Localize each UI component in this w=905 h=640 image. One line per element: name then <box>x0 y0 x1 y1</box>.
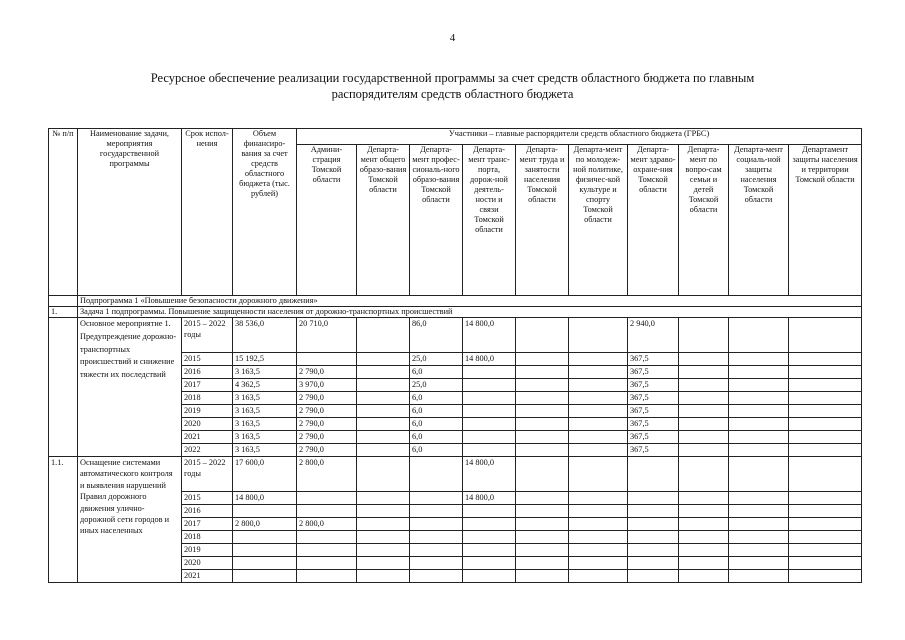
value-cell-zdrav <box>628 457 679 492</box>
value-cell-total <box>233 544 297 557</box>
value-cell-sem <box>679 505 729 518</box>
value-cell-sem <box>679 531 729 544</box>
period-cell: 2022 <box>182 444 233 457</box>
value-cell-zash <box>789 518 862 531</box>
value-cell-trud <box>516 505 569 518</box>
value-cell-soc <box>729 557 789 570</box>
value-cell-soc <box>729 518 789 531</box>
value-cell-prof <box>410 544 463 557</box>
value-cell-trans <box>463 431 516 444</box>
value-cell-prof <box>410 557 463 570</box>
value-cell-trud <box>516 492 569 505</box>
activity-name: Основное мероприятие 1. Предупреждение дорожно-транспортных происшествий и снижение тяжести их последствий <box>78 318 182 457</box>
value-cell-soc <box>729 379 789 392</box>
header-grbs-administration: Админи-страция Томской области <box>297 145 357 296</box>
value-cell-obr <box>357 318 410 353</box>
value-cell-mol <box>569 444 628 457</box>
value-cell-trud <box>516 544 569 557</box>
value-cell-adm <box>297 557 357 570</box>
row-number <box>49 318 78 457</box>
value-cell-adm: 2 790,0 <box>297 418 357 431</box>
value-cell-trans <box>463 418 516 431</box>
task-num: 1. <box>49 307 78 318</box>
value-cell-zash <box>789 353 862 366</box>
value-cell-zash <box>789 431 862 444</box>
value-cell-soc <box>729 570 789 583</box>
value-cell-zdrav: 367,5 <box>628 353 679 366</box>
value-cell-total <box>233 531 297 544</box>
title-line-1: Ресурсное обеспечение реализации государственной программы за счет средств областного бюджета по главным <box>150 71 755 85</box>
value-cell-trans <box>463 379 516 392</box>
value-cell-obr <box>357 570 410 583</box>
value-cell-trud <box>516 557 569 570</box>
value-cell-trans: 14 800,0 <box>463 353 516 366</box>
value-cell-zash <box>789 318 862 353</box>
value-cell-obr <box>357 379 410 392</box>
period-cell: 2018 <box>182 531 233 544</box>
task-title: Задача 1 подпрограммы. Повышение защищенности населения от дорожно-транспортных происшествий <box>78 307 862 318</box>
value-cell-zash <box>789 505 862 518</box>
value-cell-mol <box>569 353 628 366</box>
value-cell-zash <box>789 444 862 457</box>
value-cell-mol <box>569 405 628 418</box>
value-cell-trans <box>463 405 516 418</box>
subprogram-title: Подпрограмма 1 «Повышение безопасности дорожного движения» <box>78 296 862 307</box>
period-cell: 2019 <box>182 544 233 557</box>
value-cell-mol <box>569 544 628 557</box>
header-period: Срок испол-нения <box>182 129 233 296</box>
value-cell-obr <box>357 457 410 492</box>
value-cell-trud <box>516 392 569 405</box>
value-cell-trud <box>516 518 569 531</box>
value-cell-soc <box>729 444 789 457</box>
value-cell-total: 3 163,5 <box>233 366 297 379</box>
value-cell-mol <box>569 505 628 518</box>
value-cell-total: 3 163,5 <box>233 405 297 418</box>
value-cell-sem <box>679 492 729 505</box>
document-title <box>100 70 805 102</box>
value-cell-zdrav <box>628 531 679 544</box>
value-cell-total: 4 362,5 <box>233 379 297 392</box>
value-cell-zdrav <box>628 518 679 531</box>
value-cell-total: 2 800,0 <box>233 518 297 531</box>
value-cell-trud <box>516 457 569 492</box>
value-cell-sem <box>679 557 729 570</box>
value-cell-trud <box>516 418 569 431</box>
value-cell-soc <box>729 353 789 366</box>
value-cell-obr <box>357 405 410 418</box>
value-cell-sem <box>679 353 729 366</box>
value-cell-prof <box>410 505 463 518</box>
value-cell-zash <box>789 457 862 492</box>
period-cell: 2020 <box>182 418 233 431</box>
value-cell-trans: 14 800,0 <box>463 457 516 492</box>
value-cell-sem <box>679 318 729 353</box>
value-cell-total: 3 163,5 <box>233 431 297 444</box>
value-cell-obr <box>357 444 410 457</box>
value-cell-trans <box>463 531 516 544</box>
value-cell-adm: 2 790,0 <box>297 444 357 457</box>
period-cell: 2015 – 2022 годы <box>182 318 233 353</box>
period-cell: 2018 <box>182 392 233 405</box>
value-cell-prof: 6,0 <box>410 392 463 405</box>
value-cell-zash <box>789 492 862 505</box>
value-cell-obr <box>357 353 410 366</box>
value-cell-zdrav: 2 940,0 <box>628 318 679 353</box>
period-cell: 2015 <box>182 353 233 366</box>
value-cell-prof <box>410 518 463 531</box>
value-cell-zdrav: 367,5 <box>628 418 679 431</box>
value-cell-trans: 14 800,0 <box>463 492 516 505</box>
value-cell-adm: 2 790,0 <box>297 431 357 444</box>
value-cell-soc <box>729 492 789 505</box>
value-cell-adm <box>297 492 357 505</box>
value-cell-trud <box>516 366 569 379</box>
resource-table <box>48 128 862 583</box>
value-cell-trans <box>463 557 516 570</box>
value-cell-prof <box>410 570 463 583</box>
period-cell: 2020 <box>182 557 233 570</box>
value-cell-total: 3 163,5 <box>233 444 297 457</box>
header-grbs-general-education: Департа-мент общего образо-вания Томской области <box>357 145 410 296</box>
header-grbs-labour: Департа-мент труда и занятости населения Томской области <box>516 145 569 296</box>
value-cell-zdrav: 367,5 <box>628 431 679 444</box>
value-cell-total: 14 800,0 <box>233 492 297 505</box>
header-grbs-family: Департа-мент по вопро-сам семьи и детей Томской области <box>679 145 729 296</box>
value-cell-zdrav <box>628 557 679 570</box>
table-row <box>49 318 862 353</box>
header-name: Наименование задачи, мероприятия государственной программы <box>78 129 182 296</box>
value-cell-trud <box>516 444 569 457</box>
value-cell-mol <box>569 457 628 492</box>
value-cell-sem <box>679 570 729 583</box>
value-cell-adm: 2 790,0 <box>297 405 357 418</box>
value-cell-mol <box>569 431 628 444</box>
value-cell-mol <box>569 492 628 505</box>
value-cell-prof: 86,0 <box>410 318 463 353</box>
value-cell-zdrav <box>628 505 679 518</box>
period-cell: 2017 <box>182 518 233 531</box>
value-cell-adm: 3 970,0 <box>297 379 357 392</box>
period-cell: 2016 <box>182 505 233 518</box>
value-cell-prof: 25,0 <box>410 379 463 392</box>
value-cell-total: 15 192,5 <box>233 353 297 366</box>
value-cell-mol <box>569 557 628 570</box>
value-cell-soc <box>729 318 789 353</box>
value-cell-soc <box>729 457 789 492</box>
value-cell-zash <box>789 418 862 431</box>
value-cell-adm <box>297 505 357 518</box>
value-cell-adm <box>297 570 357 583</box>
value-cell-trans <box>463 570 516 583</box>
value-cell-trans <box>463 444 516 457</box>
value-cell-trud <box>516 405 569 418</box>
value-cell-zdrav: 367,5 <box>628 392 679 405</box>
activity-name: Оснащение системами автоматического контроля и выявления нарушений Правил дорожного движения улично-дорожной сети городов и иных населенных <box>78 457 182 583</box>
value-cell-trud <box>516 431 569 444</box>
value-cell-trud <box>516 570 569 583</box>
value-cell-adm: 2 790,0 <box>297 392 357 405</box>
value-cell-obr <box>357 531 410 544</box>
header-grbs-health: Департа-мент здраво-охране-ния Томской области <box>628 145 679 296</box>
value-cell-zash <box>789 392 862 405</box>
value-cell-prof: 6,0 <box>410 418 463 431</box>
table-row <box>49 457 862 492</box>
period-cell: 2015 <box>182 492 233 505</box>
value-cell-trud <box>516 353 569 366</box>
value-cell-prof: 25,0 <box>410 353 463 366</box>
value-cell-mol <box>569 379 628 392</box>
value-cell-prof: 6,0 <box>410 405 463 418</box>
value-cell-sem <box>679 418 729 431</box>
value-cell-trans <box>463 544 516 557</box>
value-cell-zdrav <box>628 570 679 583</box>
period-cell: 2016 <box>182 366 233 379</box>
value-cell-soc <box>729 544 789 557</box>
period-cell: 2021 <box>182 570 233 583</box>
value-cell-adm: 2 790,0 <box>297 366 357 379</box>
period-cell: 2017 <box>182 379 233 392</box>
value-cell-mol <box>569 531 628 544</box>
value-cell-prof: 6,0 <box>410 366 463 379</box>
value-cell-total <box>233 557 297 570</box>
value-cell-zdrav <box>628 492 679 505</box>
value-cell-obr <box>357 492 410 505</box>
value-cell-sem <box>679 366 729 379</box>
value-cell-sem <box>679 379 729 392</box>
value-cell-soc <box>729 431 789 444</box>
value-cell-obr <box>357 431 410 444</box>
header-grbs-professional-education: Департа-мент профес-сиональ-ного образо-вания Томской области <box>410 145 463 296</box>
value-cell-total: 3 163,5 <box>233 418 297 431</box>
value-cell-mol <box>569 366 628 379</box>
value-cell-sem <box>679 544 729 557</box>
header-grbs-protection: Департамент защиты населения и территории Томской области <box>789 145 862 296</box>
value-cell-trans: 14 800,0 <box>463 318 516 353</box>
value-cell-prof <box>410 531 463 544</box>
period-cell: 2021 <box>182 431 233 444</box>
value-cell-soc <box>729 366 789 379</box>
value-cell-prof: 6,0 <box>410 431 463 444</box>
value-cell-obr <box>357 392 410 405</box>
value-cell-obr <box>357 418 410 431</box>
value-cell-total <box>233 570 297 583</box>
value-cell-sem <box>679 457 729 492</box>
value-cell-trans <box>463 505 516 518</box>
value-cell-total: 3 163,5 <box>233 392 297 405</box>
subprogram-num <box>49 296 78 307</box>
value-cell-adm <box>297 544 357 557</box>
value-cell-zdrav: 367,5 <box>628 444 679 457</box>
value-cell-total <box>233 505 297 518</box>
header-grbs-transport: Департа-мент транс-порта, дорож-ной деятель-ности и связи Томской области <box>463 145 516 296</box>
value-cell-adm: 2 800,0 <box>297 518 357 531</box>
header-grbs-social: Департа-мент социаль-ной защиты населения Томской области <box>729 145 789 296</box>
value-cell-zdrav: 367,5 <box>628 405 679 418</box>
value-cell-total: 17 600,0 <box>233 457 297 492</box>
value-cell-adm <box>297 531 357 544</box>
value-cell-mol <box>569 570 628 583</box>
value-cell-sem <box>679 444 729 457</box>
header-volume: Объем финансиро-вания за счет средств областного бюджета (тыс. рублей) <box>233 129 297 296</box>
value-cell-prof: 6,0 <box>410 444 463 457</box>
value-cell-trud <box>516 531 569 544</box>
value-cell-trud <box>516 379 569 392</box>
value-cell-sem <box>679 518 729 531</box>
header-num: № п/п <box>49 129 78 296</box>
value-cell-adm <box>297 353 357 366</box>
value-cell-mol <box>569 318 628 353</box>
value-cell-zash <box>789 570 862 583</box>
value-cell-zash <box>789 531 862 544</box>
header-grbs-youth-sport: Департа-мент по молодеж-ной политике, физичес-кой культуре и спорту Томской области <box>569 145 628 296</box>
value-cell-soc <box>729 505 789 518</box>
value-cell-zdrav <box>628 544 679 557</box>
value-cell-zash <box>789 557 862 570</box>
value-cell-soc <box>729 405 789 418</box>
value-cell-mol <box>569 418 628 431</box>
period-cell: 2015 – 2022 годы <box>182 457 233 492</box>
title-line-2: распорядителям средств областного бюджета <box>331 87 574 101</box>
value-cell-zash <box>789 366 862 379</box>
value-cell-adm: 2 800,0 <box>297 457 357 492</box>
value-cell-obr <box>357 544 410 557</box>
value-cell-obr <box>357 366 410 379</box>
value-cell-zdrav: 367,5 <box>628 379 679 392</box>
row-number: 1.1. <box>49 457 78 583</box>
value-cell-trud <box>516 318 569 353</box>
value-cell-trans <box>463 518 516 531</box>
value-cell-prof <box>410 492 463 505</box>
value-cell-sem <box>679 431 729 444</box>
header-participants: Участники – главные распорядители средств областного бюджета (ГРБС) <box>297 129 862 145</box>
value-cell-obr <box>357 518 410 531</box>
value-cell-soc <box>729 392 789 405</box>
value-cell-adm: 20 710,0 <box>297 318 357 353</box>
value-cell-mol <box>569 392 628 405</box>
value-cell-sem <box>679 392 729 405</box>
value-cell-obr <box>357 557 410 570</box>
value-cell-soc <box>729 531 789 544</box>
period-cell: 2019 <box>182 405 233 418</box>
value-cell-trans <box>463 392 516 405</box>
page-number: 4 <box>449 32 456 44</box>
value-cell-mol <box>569 518 628 531</box>
value-cell-zash <box>789 405 862 418</box>
value-cell-trans <box>463 366 516 379</box>
value-cell-prof <box>410 457 463 492</box>
value-cell-obr <box>357 505 410 518</box>
value-cell-total: 38 536,0 <box>233 318 297 353</box>
value-cell-zash <box>789 544 862 557</box>
value-cell-zdrav: 367,5 <box>628 366 679 379</box>
value-cell-sem <box>679 405 729 418</box>
value-cell-zash <box>789 379 862 392</box>
value-cell-soc <box>729 418 789 431</box>
